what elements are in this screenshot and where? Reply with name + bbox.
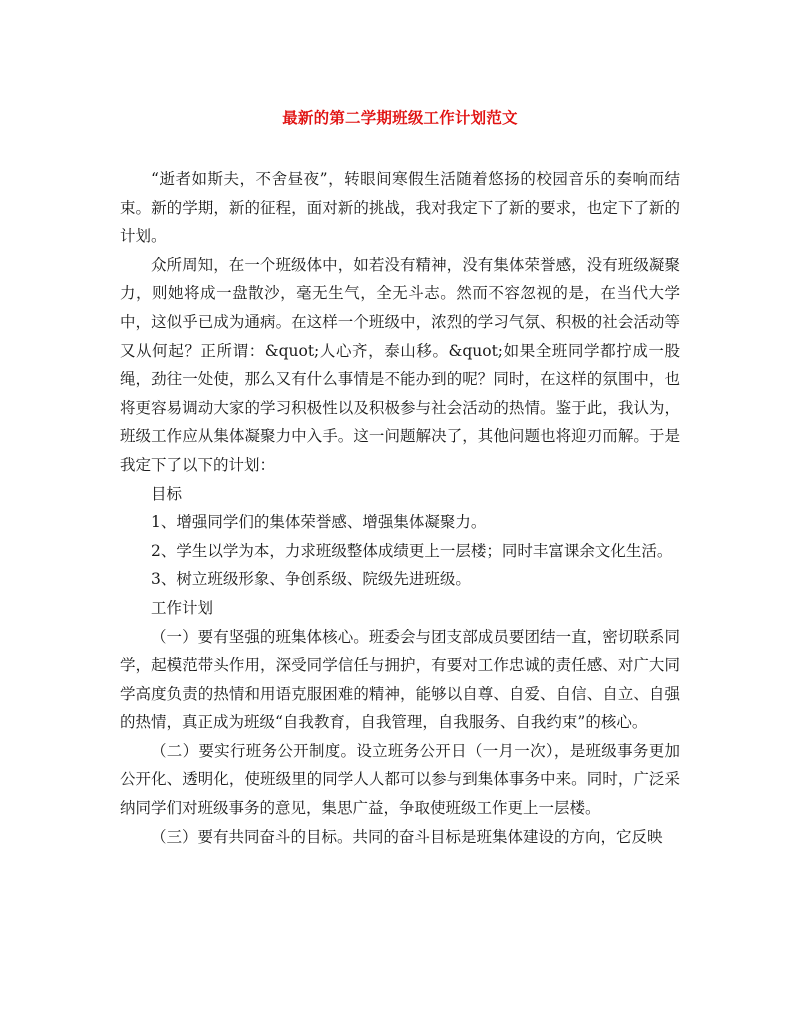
goal-item-2: 2、学生以学为本，力求班级整体成绩更上一层楼；同时丰富课余文化生活。 [151,541,673,560]
plan-item-2: （二）要实行班务公开制度。设立班务公开日（一月一次），是班级事务更加公开化、透明化，使班级里的同学人人都可以参与到集体事务中来。同时，广泛采纳同学们对班级事务的意见，集思广益，争取使班级工作更上一层楼。 [120,741,680,818]
plan-item-1: （一）要有坚强的班集体核心。班委会与团支部成员要团结一直，密切联系同学，起模范带头作用，深受同学信任与拥护，有要对工作忠诚的责任感、对广大同学高度负责的热情和用语克服困难的精神，能够以自尊、自爱、自信、自立、自强的热情，真正成为班级“自我教育，自我管理，自我服务、自我约束”的核心。 [120,627,680,732]
document-body [120,165,680,851]
paragraph-background: 众所周知，在一个班级体中，如若没有精神，没有集体荣誉感，没有班级凝聚力，则她将成一盘散沙，毫无生气，全无斗志。然而不容忽视的是，在当代大学中，这似乎已成为通病。在这样一个班级中，浓烈的学习气氛、积极的社会活动等又从何起？正所谓：&quot;人心齐，泰山移。&quot;如果全班同学都拧成一股绳，劲往一处使，那么又有什么事情是不能办到的呢？同时，在这样的氛围中，也将更容易调动大家的学习积极性以及积极参与社会活动的热情。鉴于此，我认为，班级工作应从集体凝聚力中入手。这一问题解决了，其他问题也将迎刃而解。于是我定下了以下的计划： [120,255,680,474]
section-heading-goals: 目标 [151,484,183,503]
section-heading-work-plan: 工作计划 [151,598,214,617]
plan-item-3: （三）要有共同奋斗的目标。共同的奋斗目标是班集体建设的方向，它反映 [151,827,663,846]
goal-item-3: 3、树立班级形象、争创系级、院级先进班级。 [151,570,471,589]
paragraph-intro: “逝者如斯夫，不舍昼夜”，转眼间寒假生活随着悠扬的校园音乐的奏响而结束。新的学期，新的征程，面对新的挑战，我对我定下了新的要求，也定下了新的计划。 [120,170,680,246]
document-title: 最新的第二学期班级工作计划范文 [282,108,518,127]
goal-item-1: 1、增强同学们的集体荣誉感、增强集体凝聚力。 [151,513,487,532]
